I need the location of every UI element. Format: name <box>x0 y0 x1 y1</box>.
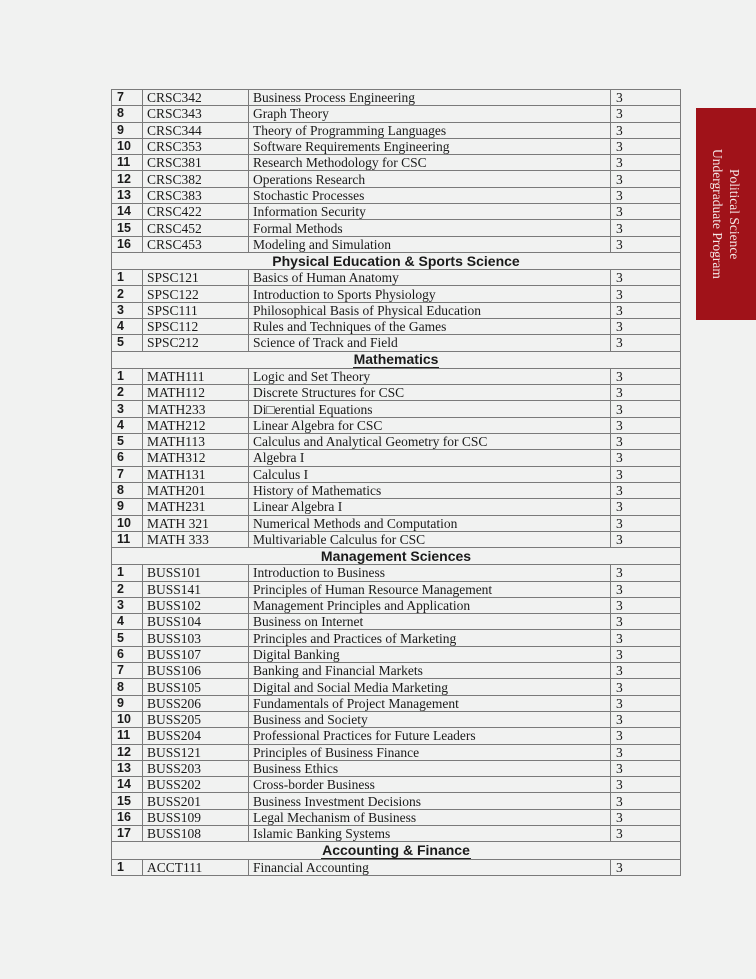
row-number: 2 <box>112 581 143 597</box>
course-code: CRSC453 <box>143 236 249 252</box>
course-code: BUSS103 <box>143 630 249 646</box>
row-number: 8 <box>112 482 143 498</box>
row-number: 4 <box>112 417 143 433</box>
course-code: MATH231 <box>143 499 249 515</box>
credit-hours: 3 <box>611 466 681 482</box>
course-row <box>112 401 681 417</box>
credit-hours: 3 <box>611 122 681 138</box>
course-code: MATH233 <box>143 401 249 417</box>
course-row <box>112 171 681 187</box>
course-row <box>112 220 681 236</box>
credit-hours: 3 <box>611 302 681 318</box>
row-number: 2 <box>112 286 143 302</box>
program-side-tab <box>696 108 756 320</box>
course-code: BUSS204 <box>143 728 249 744</box>
row-number: 13 <box>112 760 143 776</box>
course-row <box>112 417 681 433</box>
course-row <box>112 597 681 613</box>
course-code: CRSC343 <box>143 106 249 122</box>
course-title: Operations Research <box>249 171 611 187</box>
course-row <box>112 122 681 138</box>
course-title: Legal Mechanism of Business <box>249 809 611 825</box>
row-number: 6 <box>112 646 143 662</box>
section-header-row <box>112 351 681 368</box>
course-code: BUSS121 <box>143 744 249 760</box>
course-title: Introduction to Business <box>249 565 611 581</box>
course-row <box>112 793 681 809</box>
credit-hours: 3 <box>611 614 681 630</box>
course-title: Principles and Practices of Marketing <box>249 630 611 646</box>
row-number: 2 <box>112 385 143 401</box>
course-row <box>112 450 681 466</box>
credit-hours: 3 <box>611 859 681 875</box>
course-title: Calculus and Analytical Geometry for CSC <box>249 434 611 450</box>
course-row <box>112 482 681 498</box>
course-title: Science of Track and Field <box>249 335 611 351</box>
course-title: Theory of Programming Languages <box>249 122 611 138</box>
section-header-row <box>112 842 681 859</box>
credit-hours: 3 <box>611 171 681 187</box>
row-number: 10 <box>112 515 143 531</box>
row-number: 10 <box>112 711 143 727</box>
course-row <box>112 466 681 482</box>
row-number: 11 <box>112 155 143 171</box>
credit-hours: 3 <box>611 711 681 727</box>
course-code: BUSS203 <box>143 760 249 776</box>
course-code: BUSS104 <box>143 614 249 630</box>
course-title: Business and Society <box>249 711 611 727</box>
row-number: 15 <box>112 793 143 809</box>
row-number: 10 <box>112 138 143 154</box>
course-row <box>112 826 681 842</box>
course-row <box>112 630 681 646</box>
course-title: Business Ethics <box>249 760 611 776</box>
credit-hours: 3 <box>611 679 681 695</box>
row-number: 7 <box>112 90 143 106</box>
course-title: Fundamentals of Project Management <box>249 695 611 711</box>
course-title: Logic and Set Theory <box>249 368 611 384</box>
credit-hours: 3 <box>611 663 681 679</box>
credit-hours: 3 <box>611 319 681 335</box>
course-code: BUSS108 <box>143 826 249 842</box>
course-row <box>112 204 681 220</box>
row-number: 17 <box>112 826 143 842</box>
course-row <box>112 319 681 335</box>
course-row <box>112 286 681 302</box>
row-number: 8 <box>112 106 143 122</box>
course-code: MATH113 <box>143 434 249 450</box>
credit-hours: 3 <box>611 187 681 203</box>
course-code: BUSS109 <box>143 809 249 825</box>
course-code: MATH201 <box>143 482 249 498</box>
course-title: Digital and Social Media Marketing <box>249 679 611 695</box>
course-title: Introduction to Sports Physiology <box>249 286 611 302</box>
section-header-cell <box>112 548 681 565</box>
credit-hours: 3 <box>611 155 681 171</box>
course-title: Di□erential Equations <box>249 401 611 417</box>
section-header-row <box>112 252 681 269</box>
course-row <box>112 270 681 286</box>
course-table-body <box>112 90 681 876</box>
course-row <box>112 711 681 727</box>
course-title: History of Mathematics <box>249 482 611 498</box>
credit-hours: 3 <box>611 368 681 384</box>
credit-hours: 3 <box>611 401 681 417</box>
credit-hours: 3 <box>611 581 681 597</box>
course-title: Management Principles and Application <box>249 597 611 613</box>
course-code: BUSS202 <box>143 777 249 793</box>
course-title: Information Security <box>249 204 611 220</box>
row-number: 7 <box>112 663 143 679</box>
credit-hours: 3 <box>611 826 681 842</box>
course-row <box>112 368 681 384</box>
course-title: Stochastic Processes <box>249 187 611 203</box>
course-title: Algebra I <box>249 450 611 466</box>
course-title: Business Process Engineering <box>249 90 611 106</box>
course-title: Discrete Structures for CSC <box>249 385 611 401</box>
course-code: MATH112 <box>143 385 249 401</box>
credit-hours: 3 <box>611 236 681 252</box>
row-number: 8 <box>112 679 143 695</box>
course-row <box>112 106 681 122</box>
course-title: Banking and Financial Markets <box>249 663 611 679</box>
course-title: Financial Accounting <box>249 859 611 875</box>
credit-hours: 3 <box>611 450 681 466</box>
course-code: CRSC381 <box>143 155 249 171</box>
course-title: Graph Theory <box>249 106 611 122</box>
course-code: CRSC342 <box>143 90 249 106</box>
section-header-cell <box>112 842 681 859</box>
course-code: CRSC383 <box>143 187 249 203</box>
course-code: MATH 321 <box>143 515 249 531</box>
section-header-cell <box>112 252 681 269</box>
course-code: SPSC112 <box>143 319 249 335</box>
credit-hours: 3 <box>611 434 681 450</box>
course-code: CRSC382 <box>143 171 249 187</box>
course-row <box>112 760 681 776</box>
course-title: Digital Banking <box>249 646 611 662</box>
row-number: 3 <box>112 302 143 318</box>
row-number: 5 <box>112 335 143 351</box>
credit-hours: 3 <box>611 646 681 662</box>
row-number: 1 <box>112 368 143 384</box>
side-tab-program: Undergraduate Program <box>710 149 725 279</box>
course-title: Research Methodology for CSC <box>249 155 611 171</box>
credit-hours: 3 <box>611 809 681 825</box>
course-row <box>112 302 681 318</box>
section-title: Physical Education & Sports Science <box>272 252 520 269</box>
section-title: Accounting & Finance <box>322 841 470 858</box>
credit-hours: 3 <box>611 220 681 236</box>
course-code: CRSC452 <box>143 220 249 236</box>
row-number: 16 <box>112 236 143 252</box>
course-code: SPSC111 <box>143 302 249 318</box>
row-number: 1 <box>112 270 143 286</box>
course-title: Business Investment Decisions <box>249 793 611 809</box>
course-code: MATH131 <box>143 466 249 482</box>
row-number: 1 <box>112 565 143 581</box>
row-number: 9 <box>112 122 143 138</box>
credit-hours: 3 <box>611 695 681 711</box>
row-number: 6 <box>112 450 143 466</box>
row-number: 14 <box>112 777 143 793</box>
course-code: MATH312 <box>143 450 249 466</box>
side-tab-department: Political Science <box>727 168 742 260</box>
credit-hours: 3 <box>611 417 681 433</box>
course-row <box>112 581 681 597</box>
row-number: 14 <box>112 204 143 220</box>
course-code: BUSS105 <box>143 679 249 695</box>
row-number: 4 <box>112 319 143 335</box>
row-number: 13 <box>112 187 143 203</box>
course-title: Principles of Business Finance <box>249 744 611 760</box>
course-code: BUSS102 <box>143 597 249 613</box>
course-code: BUSS106 <box>143 663 249 679</box>
credit-hours: 3 <box>611 793 681 809</box>
course-title: Calculus I <box>249 466 611 482</box>
credit-hours: 3 <box>611 286 681 302</box>
credit-hours: 3 <box>611 106 681 122</box>
course-title: Islamic Banking Systems <box>249 826 611 842</box>
course-title: Principles of Human Resource Management <box>249 581 611 597</box>
course-code: CRSC422 <box>143 204 249 220</box>
course-row <box>112 565 681 581</box>
row-number: 7 <box>112 466 143 482</box>
course-code: CRSC344 <box>143 122 249 138</box>
course-title: Multivariable Calculus for CSC <box>249 531 611 547</box>
course-title: Basics of Human Anatomy <box>249 270 611 286</box>
course-title: Modeling and Simulation <box>249 236 611 252</box>
credit-hours: 3 <box>611 138 681 154</box>
row-number: 3 <box>112 597 143 613</box>
credit-hours: 3 <box>611 744 681 760</box>
row-number: 9 <box>112 695 143 711</box>
course-code: MATH 333 <box>143 531 249 547</box>
row-number: 12 <box>112 744 143 760</box>
course-code: BUSS205 <box>143 711 249 727</box>
course-row <box>112 679 681 695</box>
row-number: 11 <box>112 728 143 744</box>
course-code: ACCT111 <box>143 859 249 875</box>
credit-hours: 3 <box>611 630 681 646</box>
course-code: BUSS107 <box>143 646 249 662</box>
course-title: Cross-border Business <box>249 777 611 793</box>
course-row <box>112 236 681 252</box>
course-row <box>112 728 681 744</box>
credit-hours: 3 <box>611 385 681 401</box>
section-title: Mathematics <box>353 351 439 368</box>
section-header-row <box>112 548 681 565</box>
course-row <box>112 859 681 875</box>
row-number: 5 <box>112 630 143 646</box>
course-row <box>112 614 681 630</box>
credit-hours: 3 <box>611 565 681 581</box>
section-header-cell <box>112 351 681 368</box>
course-title: Linear Algebra for CSC <box>249 417 611 433</box>
course-code: MATH111 <box>143 368 249 384</box>
course-row <box>112 744 681 760</box>
course-title: Software Requirements Engineering <box>249 138 611 154</box>
course-title: Business on Internet <box>249 614 611 630</box>
credit-hours: 3 <box>611 90 681 106</box>
credit-hours: 3 <box>611 531 681 547</box>
row-number: 9 <box>112 499 143 515</box>
course-title: Linear Algebra I <box>249 499 611 515</box>
credit-hours: 3 <box>611 728 681 744</box>
credit-hours: 3 <box>611 499 681 515</box>
credit-hours: 3 <box>611 204 681 220</box>
row-number: 1 <box>112 859 143 875</box>
row-number: 3 <box>112 401 143 417</box>
course-title: Numerical Methods and Computation <box>249 515 611 531</box>
course-row <box>112 90 681 106</box>
row-number: 12 <box>112 171 143 187</box>
course-code: SPSC122 <box>143 286 249 302</box>
row-number: 15 <box>112 220 143 236</box>
course-title: Formal Methods <box>249 220 611 236</box>
course-row <box>112 138 681 154</box>
credit-hours: 3 <box>611 515 681 531</box>
course-code: BUSS101 <box>143 565 249 581</box>
course-row <box>112 809 681 825</box>
course-code: BUSS201 <box>143 793 249 809</box>
course-row <box>112 646 681 662</box>
row-number: 16 <box>112 809 143 825</box>
credit-hours: 3 <box>611 777 681 793</box>
course-title: Philosophical Basis of Physical Education <box>249 302 611 318</box>
course-row <box>112 155 681 171</box>
course-row <box>112 515 681 531</box>
course-row <box>112 434 681 450</box>
section-title: Management Sciences <box>320 547 472 564</box>
course-table <box>111 89 681 876</box>
course-row <box>112 499 681 515</box>
credit-hours: 3 <box>611 270 681 286</box>
course-row <box>112 335 681 351</box>
course-code: MATH212 <box>143 417 249 433</box>
course-title: Professional Practices for Future Leaders <box>249 728 611 744</box>
course-row <box>112 187 681 203</box>
course-code: CRSC353 <box>143 138 249 154</box>
credit-hours: 3 <box>611 335 681 351</box>
row-number: 5 <box>112 434 143 450</box>
credit-hours: 3 <box>611 760 681 776</box>
course-row <box>112 695 681 711</box>
credit-hours: 3 <box>611 482 681 498</box>
course-row <box>112 663 681 679</box>
course-code: SPSC121 <box>143 270 249 286</box>
course-code: BUSS141 <box>143 581 249 597</box>
credit-hours: 3 <box>611 597 681 613</box>
course-row <box>112 777 681 793</box>
course-code: BUSS206 <box>143 695 249 711</box>
row-number: 11 <box>112 531 143 547</box>
course-row <box>112 385 681 401</box>
row-number: 4 <box>112 614 143 630</box>
course-row <box>112 531 681 547</box>
course-code: SPSC212 <box>143 335 249 351</box>
course-title: Rules and Techniques of the Games <box>249 319 611 335</box>
